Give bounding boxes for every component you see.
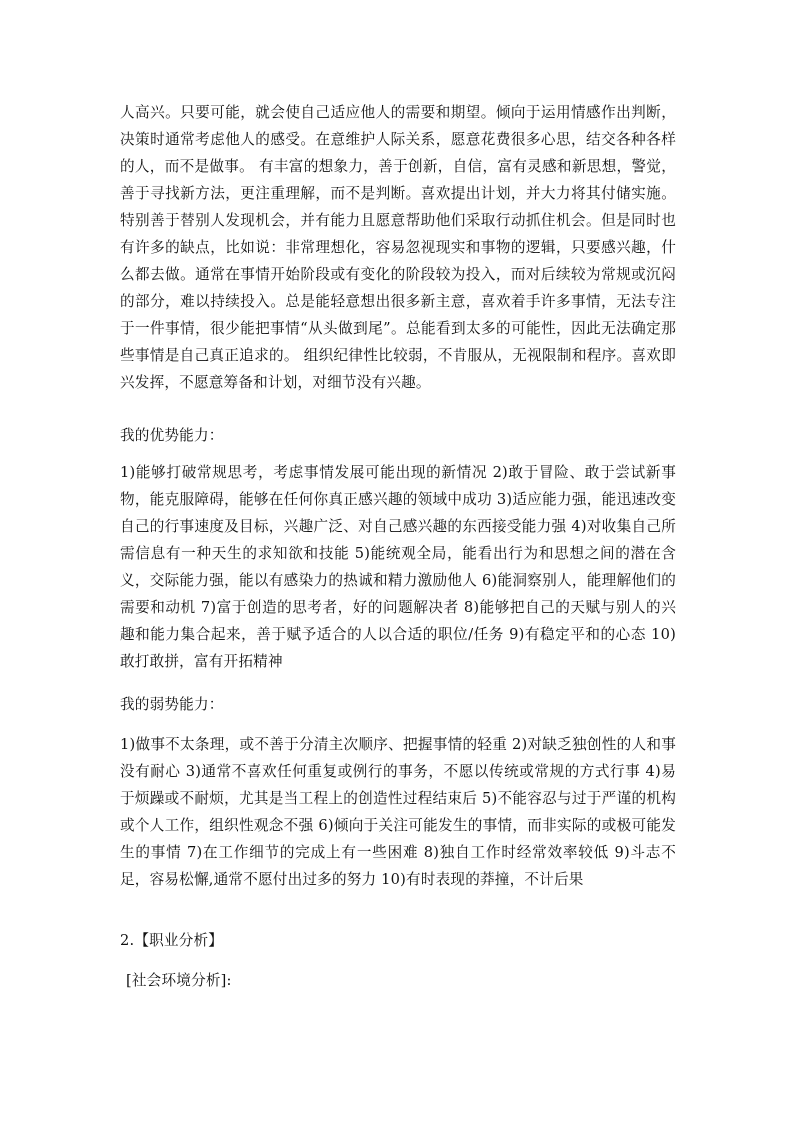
career-analysis-heading: 2.【职业分析】: [120, 932, 224, 949]
personality-description-paragraph: 人高兴。只要可能，就会使自己适应他人的需要和期望。倾向于运用情感作出判断，决策时通常考虑他人的感受。在意维护人际关系，愿意花费很多心思，结交各种各样的人，而不是做事。 有丰富的想象力，善于创新，自信，富有灵感和新思想，警觉，善于寻找新方法，更注重理解，而不是判断。喜欢提出计划，并大力将其付储实施。特别善于替别人发现机会，并有能力且愿意帮助他们采取行动抓住机会。但是同时也有许多的缺点，比如说：非常理想化，容易忽视现实和事物的逻辑，只要感兴趣，什么都去做。通常在事情开始阶段或有变化的阶段较为投入，而对后续较为常规或沉闷的部分，难以持续投入。总是能轻意想出很多新主意，喜欢着手许多事情，无法专注于一件事情，很少能把事情“从头做到尾”。总能看到太多的可能性，因此无法确定那些事情是自己真正追求的。 组织纪律性比较弱，不肯服从，无视限制和程序。喜欢即兴发挥，不愿意筹备和计划，对细节没有兴趣。: [120, 104, 676, 391]
social-environment-heading: [社会环境分析]:: [126, 972, 232, 989]
strengths-heading: 我的优势能力：: [120, 427, 224, 444]
weaknesses-heading: 我的弱势能力：: [120, 696, 224, 713]
strengths-paragraph: 1)能够打破常规思考，考虑事情发展可能出现的新情况 2)敢于冒险、敢于尝试新事物，能克服障碍，能够在任何你真正感兴趣的领域中成功 3)适应能力强，能迅速改变自己的行事速度及目标，兴趣广泛、对自己感兴趣的东西接受能力强 4)对收集自己所需信息有一种天生的求知欲和技能 5)能统观全局，能看出行为和思想之间的潜在含义，交际能力强，能以有感染力的热诚和精力激励他人 6)能洞察别人，能理解他们的需要和动机 7)富于创造的思考者，好的问题解决者 8)能够把自己的天赋与别人的兴趣和能力集合起来，善于赋予适合的人以合适的职位/任务 9)有稳定平和的心态 10)敢打敢拼，富有开拓精神: [120, 464, 676, 670]
weaknesses-paragraph: 1)做事不太条理，或不善于分清主次顺序、把握事情的轻重 2)对缺乏独创性的人和事没有耐心 3)通常不喜欢任何重复或例行的事务，不愿以传统或常规的方式行事 4)易于烦躁或不耐烦，尤其是当工程上的创造性过程结束后 5)不能容忍与过于严谨的机构或个人工作，组织性观念不强 6)倾向于关注可能发生的事情，而非实际的或极可能发生的事情 7)在工作细节的完成上有一些困难 8)独自工作时经常效率较低 9)斗志不足，容易松懈,通常不愿付出过多的努力 10)有时表现的莽撞，不计后果: [120, 736, 676, 888]
